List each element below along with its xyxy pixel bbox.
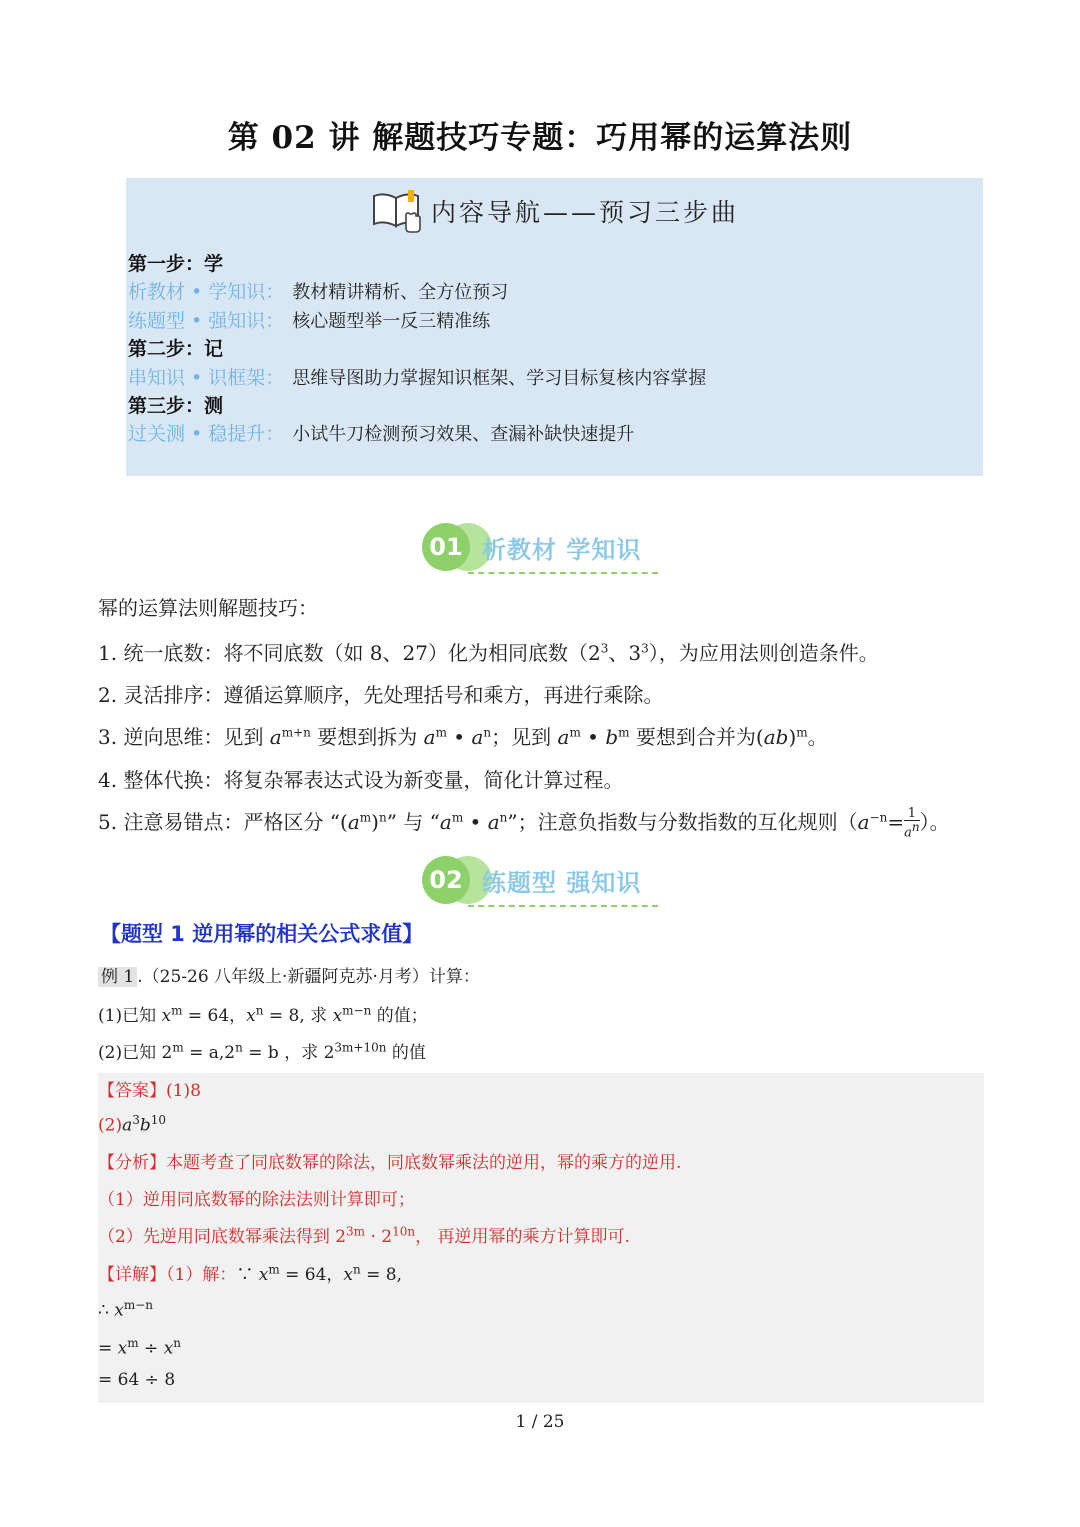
nav-step	[128, 392, 706, 420]
nav-item	[128, 420, 706, 448]
topic-heading: 【题型 1 逆用幂的相关公式求值】	[100, 922, 424, 946]
nav-item-label: 串知识 • 识框架：	[128, 366, 285, 389]
nav-lines	[128, 250, 706, 449]
answer-line: 【答案】(1)8	[98, 1081, 201, 1101]
badge-title: 析教材 学知识	[482, 536, 642, 564]
intro-text: 幂的运算法则解题技巧：	[98, 596, 318, 620]
analysis-step-2: （2）先逆用同底数幂乘法得到 $2^{3m} \cdot 2^{10n}$， 再逆用幂的乘方计算即可.	[98, 1224, 630, 1247]
nav-item	[128, 307, 706, 335]
badge-underline	[468, 572, 658, 574]
nav-heading-text: 内容导航——预习三步曲	[431, 198, 740, 227]
nav-item-label: 过关测 • 稳提升：	[128, 423, 285, 446]
example-part-2: (2)已知 $2^m = a,2^n = b$ ，求 $2^{3m+10n}$ 的值	[98, 1040, 426, 1063]
badge-number: 01	[422, 523, 470, 571]
example-tag: 例 1	[98, 967, 137, 987]
rule-5: 5. 注意易错点：严格区分 “$(a^m)^n$” 与 “$a^m$ • $a^n$”；注意负指数与分数指数的互化规则（$a^{-n}=$ $\frac{1}{a^n}$ ）。	[98, 806, 950, 841]
example-part-1: (1)已知 $x^m = 64$，$x^n = 8$, 求 $x^{m-n}$ 的值；	[98, 1003, 428, 1026]
rule-1: 1. 统一底数：将不同底数（如 8、27）化为相同底数（$2^3$、$3^3$），为应用法则创造条件。	[98, 641, 879, 665]
solution-line-3: = $x^m \div x^n$	[98, 1336, 182, 1359]
nav-step-title: 第二步：记	[128, 338, 224, 361]
example-header: 例 1 .（25-26 八年级上·新疆阿克苏·月考）计算：	[98, 962, 480, 987]
nav-item-desc: 教材精讲精析、全方位预习	[292, 282, 509, 304]
nav-item-desc: 思维导图助力掌握知识框架、学习目标复核内容掌握	[292, 367, 707, 389]
nav-item-desc: 小试牛刀检测预习效果、查漏补缺快速提升	[292, 424, 635, 446]
solution-line-4: = 64 ÷ 8	[98, 1370, 176, 1390]
answer-line-2: $(2)a^3b^{10}$	[98, 1113, 167, 1136]
nav-item-label: 析教材 • 学知识：	[128, 281, 285, 304]
nav-item-desc: 核心题型举一反三精准练	[292, 310, 491, 332]
page-number: 1 / 25	[515, 1412, 565, 1432]
rule-3: 3. 逆向思维：见到 $a^{m+n}$ 要想到拆为 $a^m$ • $a^n$；见到 $a^m$ • $b^m$ 要想到合并为(ab)$^m$。	[98, 725, 828, 749]
analysis-line: 【分析】本题考查了同底数幂的除法，同底数幂乘法的逆用，幂的乘方的逆用.	[98, 1153, 682, 1173]
badge-number: 02	[422, 856, 470, 904]
rule-2: 2. 灵活排序：遵循运算顺序，先处理括号和乘方，再进行乘除。	[98, 683, 664, 707]
section-badge-02	[420, 853, 670, 913]
nav-item-label: 练题型 • 强知识：	[128, 309, 285, 332]
analysis-step-1: （1）逆用同底数幂的除法法则计算即可；	[98, 1190, 415, 1210]
nav-step	[128, 335, 706, 363]
nav-heading	[126, 188, 983, 238]
page-title: 第 02 讲 解题技巧专题：巧用幂的运算法则	[227, 120, 853, 156]
fraction: $\frac{1}{a^n}$	[904, 806, 920, 841]
solution-line-2: ∴ $x^{m-n}$	[98, 1298, 153, 1321]
rule-4: 4. 整体代换：将复杂幂表达式设为新变量，简化计算过程。	[98, 768, 624, 792]
nav-step-title: 第三步：测	[128, 394, 224, 417]
nav-item	[128, 278, 706, 306]
nav-step	[128, 250, 706, 278]
solution-line-1: 【详解】（1）解：∵ $x^m = 64$，$x^n = 8$,	[98, 1262, 403, 1285]
nav-item	[128, 364, 706, 392]
badge-title: 练题型 强知识	[482, 869, 642, 897]
open-book-icon	[370, 188, 426, 234]
section-badge-01	[420, 520, 670, 580]
nav-step-title: 第一步：学	[128, 253, 224, 275]
badge-underline	[468, 905, 658, 907]
content-navigation-box	[126, 178, 983, 476]
